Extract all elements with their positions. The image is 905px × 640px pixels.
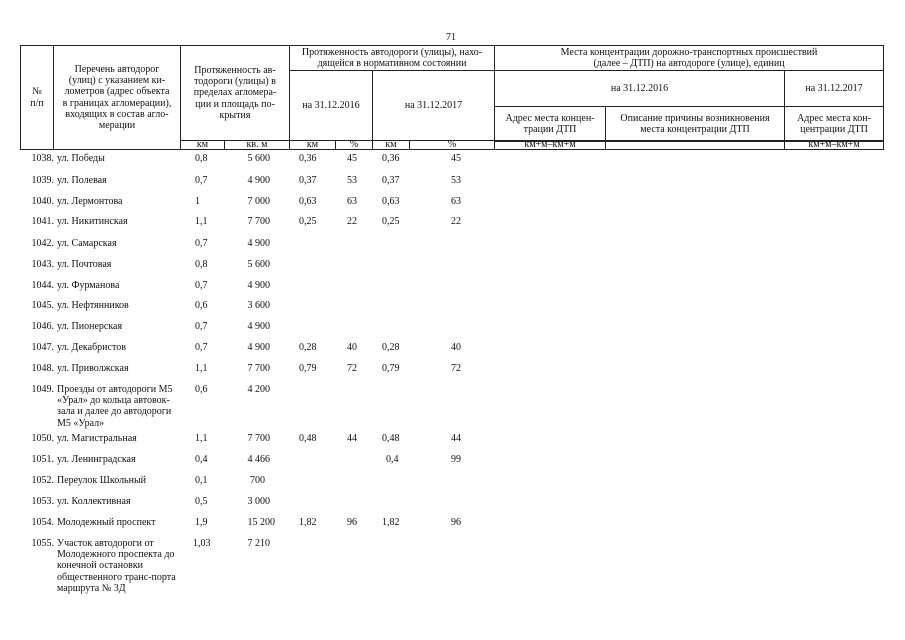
header-accidents: Места концентрации дорожно-транспортных происшествий (далее – ДТП) на автодороге (улице), единиц (494, 45, 884, 71)
normative-pct-2017: 72 (451, 363, 461, 374)
normative-pct-2016: 96 (347, 517, 357, 528)
page-number: 71 (446, 32, 456, 43)
length-km: 0,7 (195, 175, 208, 186)
length-km: 0,7 (195, 321, 208, 332)
area-sqm: 7 700 (247, 216, 270, 227)
normative-km-2016: 0,48 (299, 433, 317, 444)
road-name: ул. Магистральная (57, 433, 137, 444)
normative-km-2016: 0,79 (299, 363, 317, 374)
unit-km-2016: км (289, 140, 336, 150)
normative-km-2017: 1,82 (382, 517, 400, 528)
normative-km-2017: 0,36 (382, 153, 400, 164)
header-normative-2017: на 31.12.2017 (372, 70, 495, 141)
unit-pct-2016: % (335, 140, 373, 150)
length-km: 0,4 (195, 454, 208, 465)
normative-pct-2016: 72 (347, 363, 357, 374)
length-km: 1,1 (195, 216, 208, 227)
length-km: 0,8 (195, 259, 208, 270)
header-normative-2016: на 31.12.2016 (289, 70, 373, 141)
normative-pct-2017: 63 (451, 196, 461, 207)
header-num: № п/п (20, 45, 54, 150)
normative-pct-2017: 53 (451, 175, 461, 186)
road-name: ул. Декабристов (57, 342, 126, 353)
road-name: ул. Ленинградская (57, 454, 136, 465)
row-number: 1051. (31, 454, 54, 465)
area-sqm: 3 600 (247, 300, 270, 311)
row-number: 1044. (31, 280, 54, 291)
normative-pct-2016: 63 (347, 196, 357, 207)
area-sqm: 7 000 (247, 196, 270, 207)
normative-pct-2017: 96 (451, 517, 461, 528)
road-name: ул. Самарская (57, 238, 117, 249)
row-number: 1047. (31, 342, 54, 353)
area-sqm: 700 (250, 475, 265, 486)
row-number: 1042. (31, 238, 54, 249)
row-number: 1038. (31, 153, 54, 164)
normative-pct-2016: 53 (347, 175, 357, 186)
unit-blank-2016 (605, 140, 785, 150)
normative-pct-2017: 44 (451, 433, 461, 444)
header-normative: Протяженность автодороги (улицы), нахо- дящейся в нормативном состоянии (289, 45, 495, 71)
length-km: 0,5 (195, 496, 208, 507)
header-address-2017: Адрес места кон- центрации ДТП (784, 106, 884, 142)
normative-pct-2017: 45 (451, 153, 461, 164)
normative-km-2016: 0,37 (299, 175, 317, 186)
unit-km: км (180, 140, 225, 150)
normative-km-2017: 0,37 (382, 175, 400, 186)
area-sqm: 5 600 (247, 153, 270, 164)
row-number: 1039. (31, 175, 54, 186)
row-number: 1045. (31, 300, 54, 311)
area-sqm: 4 900 (247, 342, 270, 353)
length-km: 1 (195, 196, 200, 207)
unit-pct-2017: % (409, 140, 495, 150)
road-name: Молодежный проспект (57, 517, 156, 528)
normative-km-2017: 0,48 (382, 433, 400, 444)
area-sqm: 4 200 (247, 384, 270, 395)
road-name: ул. Победы (57, 153, 105, 164)
area-sqm: 7 210 (247, 538, 270, 549)
header-roads: Перечень автодорог (улиц) с указанием ки- лометров (адрес объекта в границах агломерации), входящих в состав агло- мерации (53, 45, 181, 150)
unit-range-2017: км+м–км+м (784, 140, 884, 150)
length-km: 1,1 (195, 433, 208, 444)
length-km: 0,7 (195, 280, 208, 291)
road-name: ул. Приволжская (57, 363, 129, 374)
area-sqm: 3 000 (247, 496, 270, 507)
normative-pct-2017: 99 (451, 454, 461, 465)
area-sqm: 4 466 (247, 454, 270, 465)
unit-sqm: кв. м (224, 140, 290, 150)
row-number: 1054. (31, 517, 54, 528)
normative-km-2017: 0,79 (382, 363, 400, 374)
row-number: 1043. (31, 259, 54, 270)
normative-km-2017: 0,25 (382, 216, 400, 227)
length-km: 0,6 (195, 384, 208, 395)
normative-pct-2017: 22 (451, 216, 461, 227)
normative-pct-2016: 44 (347, 433, 357, 444)
road-name: Участок автодороги от Молодежного проспекта до конечной остановки общественного транс-порта маршрута № 3Д (57, 538, 176, 594)
length-km: 1,1 (195, 363, 208, 374)
unit-km-2017: км (372, 140, 410, 150)
normative-km-2016: 0,63 (299, 196, 317, 207)
area-sqm: 7 700 (247, 363, 270, 374)
normative-km-2016: 0,36 (299, 153, 317, 164)
row-number: 1049. (31, 384, 54, 395)
road-name: Переулок Школьный (57, 475, 147, 486)
road-name: ул. Пионерская (57, 321, 123, 332)
length-km: 0,7 (195, 238, 208, 249)
area-sqm: 15 200 (247, 517, 275, 528)
area-sqm: 4 900 (247, 238, 270, 249)
row-number: 1048. (31, 363, 54, 374)
normative-pct-2016: 45 (347, 153, 357, 164)
header-address-2016: Адрес места концен- трации ДТП (494, 106, 606, 142)
header-description-2016: Описание причины возникновения места концентрации ДТП (605, 106, 785, 142)
row-number: 1041. (31, 216, 54, 227)
row-number: 1050. (31, 433, 54, 444)
normative-km-2017: 0,63 (382, 196, 400, 207)
header-accidents-2017: на 31.12.2017 (784, 70, 884, 107)
normative-pct-2016: 40 (347, 342, 357, 353)
normative-km-2017: 0,28 (382, 342, 400, 353)
unit-range-2016: км+м–км+м (494, 140, 606, 150)
header-accidents-2016: на 31.12.2016 (494, 70, 785, 107)
area-sqm: 5 600 (247, 259, 270, 270)
row-number: 1040. (31, 196, 54, 207)
normative-pct-2016: 22 (347, 216, 357, 227)
normative-km-2016: 0,25 (299, 216, 317, 227)
header-length: Протяженность ав- тодороги (улицы) в пределах агломера- ции и площадь по- крытия (180, 45, 290, 141)
length-km: 0,7 (195, 342, 208, 353)
road-name: ул. Лермонтова (57, 196, 123, 207)
length-km: 0,6 (195, 300, 208, 311)
row-number: 1046. (31, 321, 54, 332)
normative-km-2016: 1,82 (299, 517, 317, 528)
area-sqm: 4 900 (247, 175, 270, 186)
row-number: 1055. (31, 538, 54, 549)
road-name: ул. Коллективная (57, 496, 131, 507)
road-name: ул. Почтовая (57, 259, 112, 270)
normative-km-2016: 0,28 (299, 342, 317, 353)
road-name: ул. Фурманова (57, 280, 120, 291)
normative-pct-2017: 40 (451, 342, 461, 353)
road-name: ул. Никитинская (57, 216, 128, 227)
length-km: 1,9 (195, 517, 208, 528)
area-sqm: 7 700 (247, 433, 270, 444)
road-name: ул. Полевая (57, 175, 107, 186)
road-name: ул. Нефтянников (57, 300, 129, 311)
row-number: 1052. (31, 475, 54, 486)
row-number: 1053. (31, 496, 54, 507)
road-name: Проезды от автодороги М5 «Урал» до кольца автовок-зала и далее до автодороги М5 «Урал» (57, 384, 173, 429)
area-sqm: 4 900 (247, 321, 270, 332)
length-km: 1,03 (193, 538, 211, 549)
normative-km-2017: 0,4 (386, 454, 399, 465)
length-km: 0,8 (195, 153, 208, 164)
area-sqm: 4 900 (247, 280, 270, 291)
length-km: 0,1 (195, 475, 208, 486)
